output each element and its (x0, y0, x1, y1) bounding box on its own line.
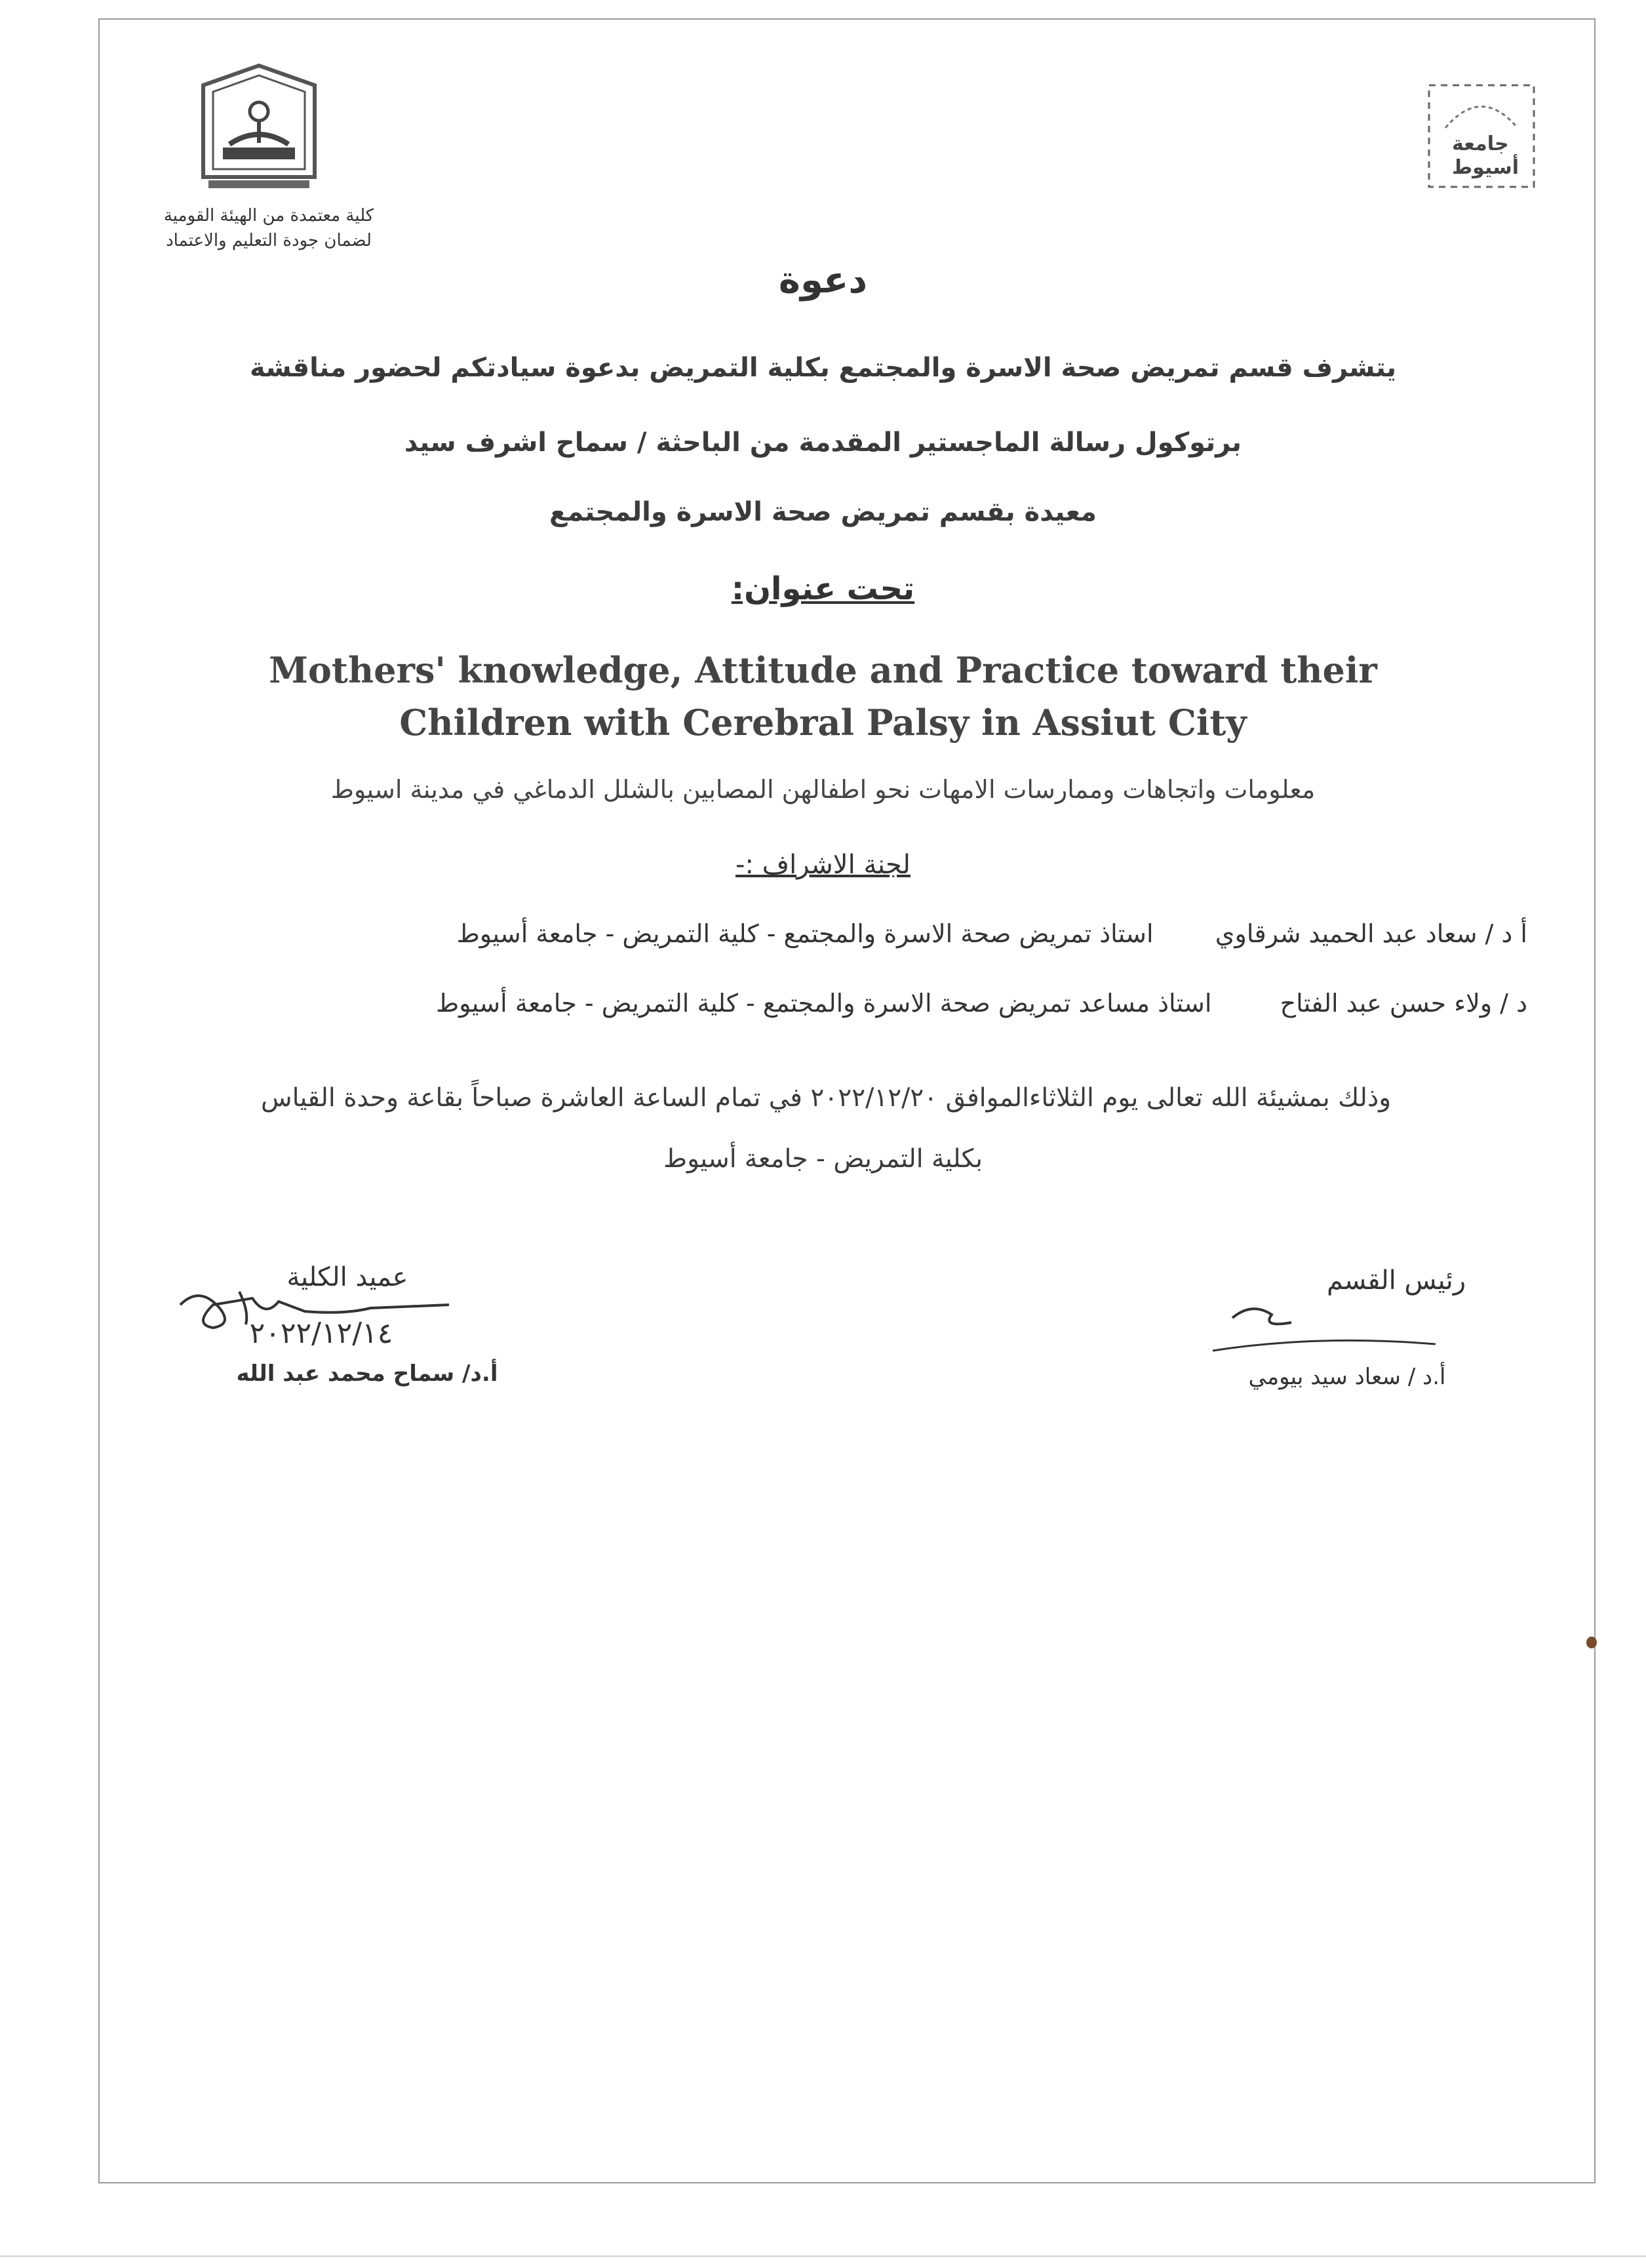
committee-member-1 (249, 919, 1527, 948)
faculty-logo (184, 59, 334, 197)
schedule-line-1: وذلك بمشيئة الله تعالى يوم الثلاثاءالموافق ٢٠٢٢/١٢/٢٠ في تمام الساعة العاشرة صباحاً بقاعة وحدة القياس (260, 1083, 1392, 1113)
dean-name: أ.د/ سماح محمد عبد الله (236, 1361, 498, 1387)
invitation-line-2: برتوكول رسالة الماجستير المقدمة من الباحثة / سماح اشرف سيد (404, 428, 1242, 458)
member-1-role: استاذ تمريض صحة الاسرة والمجتمع - كلية التمريض - جامعة أسيوط (456, 919, 1154, 948)
page-bottom-edge (0, 2256, 1646, 2257)
committee-member-2 (249, 989, 1527, 1018)
english-title-line-2: Children with Cerebral Palsy in Assiut City (399, 702, 1247, 744)
invitation-line-3: معيدة بقسم تمريض صحة الاسرة والمجتمع (549, 497, 1097, 527)
invitation-line-1: يتشرف قسم تمريض صحة الاسرة والمجتمع بكلية التمريض بدعوة سيادتكم لحضور مناقشة (249, 353, 1397, 383)
accreditation-note (131, 203, 406, 253)
english-thesis-title (0, 644, 1646, 749)
department-head-name: أ.د / سعاد سيد بيومي (1248, 1364, 1446, 1390)
schedule-line-2: بكلية التمريض - جامعة أسيوط (663, 1144, 983, 1174)
department-head-signature (1200, 1288, 1449, 1361)
accreditation-line-1: كلية معتمدة من الهيئة القومية (163, 206, 374, 226)
university-logo-text-2: أسيوط (1452, 156, 1519, 179)
arabic-thesis-title: معلومات واتجاهات وممارسات الامهات نحو اطفالهن المصابين بالشلل الدماغي في مدينة اسيوط (330, 775, 1316, 804)
university-logo (1416, 72, 1547, 197)
under-title-label: تحت عنوان: (731, 570, 915, 607)
invitation-title: دعوة (778, 259, 868, 302)
ink-stain (1586, 1637, 1597, 1648)
accreditation-line-2: لضمان جودة التعليم والاعتماد (166, 231, 372, 250)
member-1-name: أ د / سعاد عبد الحميد شرقاوي (1215, 919, 1527, 948)
english-title-line-1: Mothers' knowledge, Attitude and Practice toward their (269, 649, 1377, 691)
committee-label: لجنة الاشراف :- (735, 850, 911, 880)
dean-label: عميد الكلية (286, 1262, 408, 1292)
member-2-role: استاذ مساعد تمريض صحة الاسرة والمجتمع - كلية التمريض - جامعة أسيوط (435, 989, 1212, 1018)
dean-sign-date: ٢٠٢٢/١٢/١٤ (249, 1317, 393, 1350)
university-logo-text-1: جامعة (1452, 132, 1509, 155)
member-2-name: د / ولاء حسن عبد الفتاح (1280, 989, 1527, 1018)
department-head-label: رئيس القسم (1326, 1265, 1466, 1296)
